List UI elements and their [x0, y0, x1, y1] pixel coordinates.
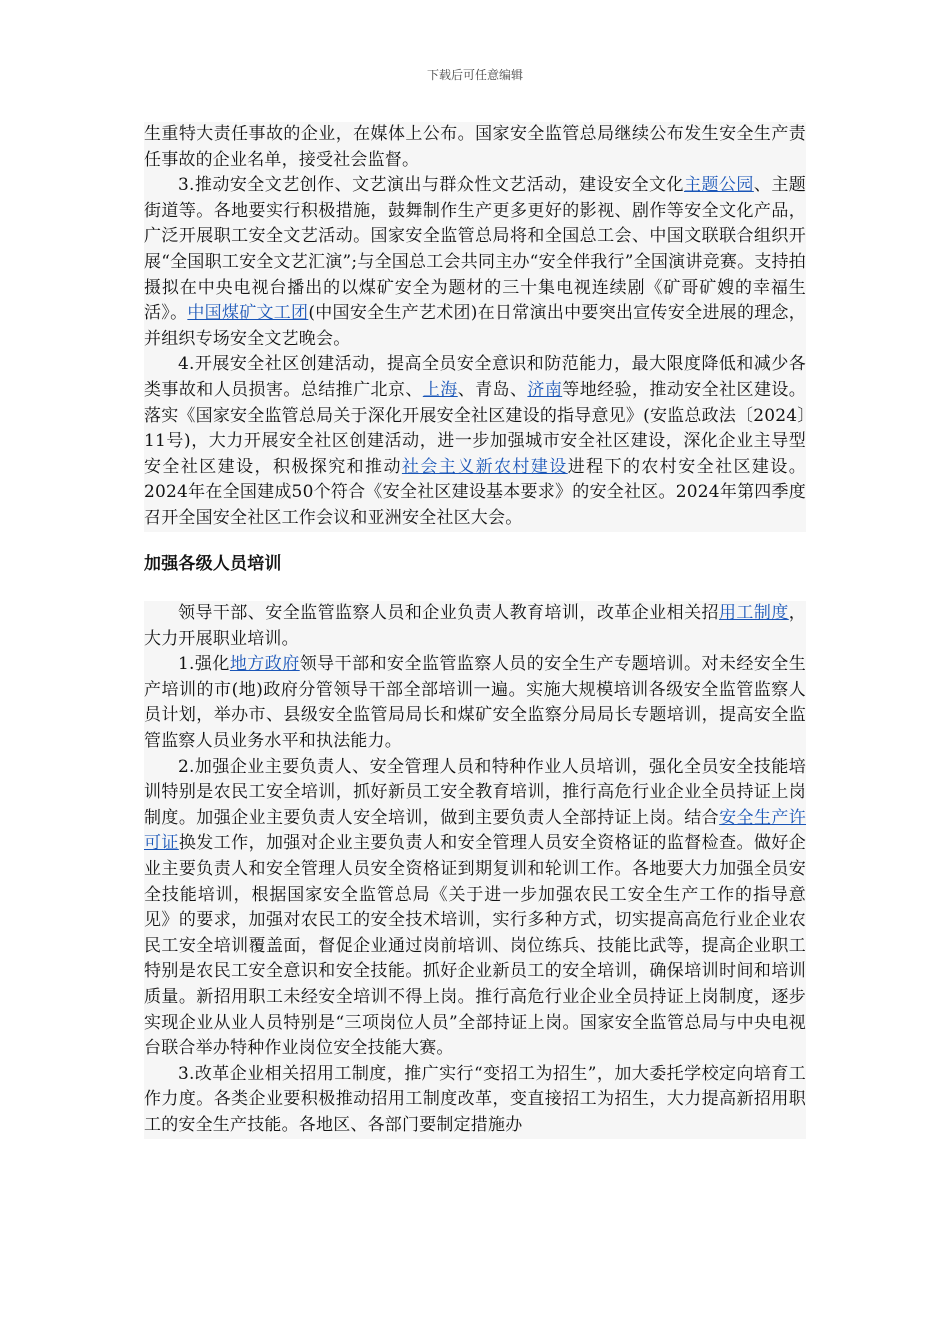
paragraph-training-2	[144, 755, 806, 1062]
paragraph-text: 等地经验，推动安全社区建设。落实《国家安全监管总局关于深化开展安全社区建设的指导意见》(安监总政法〔2024〕11号)，大力开展安全社区创建活动，进一步加强城市安全社区建设，深化企业主导型安全社区建设，积极探究和推动	[144, 379, 807, 477]
paragraph-text: 领导干部、安全监管监察人员和企业负责人教育培训，改革企业相关招	[178, 603, 719, 624]
paragraph-text: 、主题街道等。各地要实行积极措施，鼓舞制作生产更多更好的影视、剧作等安全文化产品，广泛开展职工安全文艺活动。国家安全监管总局将和全国总工会、中国文联联合组织开展“全国职工安全文艺汇演”;与全国总工会共同主办“安全伴我行”全国演讲竞赛。支持拍摄拟在中央电视台播出的以煤矿安全为题材的三十集电视连续剧《矿哥矿嫂的幸福生活》。	[144, 175, 806, 324]
link-safety-license[interactable]: 安全生产许可证	[144, 807, 807, 854]
paragraph-training-1	[144, 652, 806, 754]
link-new-countryside[interactable]: 社会主义新农村建设	[401, 456, 568, 477]
section-heading: 加强各级人员培训	[144, 552, 806, 578]
paragraph-text: 4.开展安全社区创建活动，提高全员安全意识和防范能力，最大限度降低和减少各类事故和人员损害。总结推广北京、	[144, 354, 806, 400]
paragraph-text: 、青岛、	[457, 379, 528, 400]
link-jinan[interactable]: 济南	[527, 379, 563, 400]
document-body	[144, 122, 806, 1139]
paragraph-text: 1.强化	[178, 654, 230, 675]
paragraph-text: ，大力开展职业培训。	[144, 603, 806, 649]
paragraph-continuation	[144, 122, 806, 173]
paragraph-item-3	[144, 173, 806, 352]
paragraph-text: 进程下的农村安全社区建设。2024年在全国建成50个符合《安全社区建设基本要求》的安全社区。2024年第四季度召开全国安全社区工作会议和亚洲安全社区大会。	[144, 456, 806, 528]
paragraph-training-3	[144, 1062, 806, 1139]
paragraph-text: 2.加强企业主要负责人、安全管理人员和特种作业人员培训，强化全员安全技能培训特别是农民工安全培训，抓好新员工安全教育培训，推行高危行业企业全员持证上岗制度。加强企业主要负责人安全培训，做到主要负责人全部持证上岗。结合	[144, 756, 806, 828]
section-safety-culture	[144, 122, 806, 532]
page-header-note: 下载后可任意编辑	[426, 68, 523, 82]
link-theme-park[interactable]: 主题公园	[683, 175, 754, 196]
paragraph-text: 换发工作，加强对企业主要负责人和安全管理人员安全资格证的监督检查。做好企业主要负责人和安全管理人员安全资格证到期复训和轮训工作。各地要大力加强全员安全技能培训，根据国家安全监管总局《关于进一步加强农民工安全生产工作的指导意见》的要求，加强对农民工的安全技术培训，实行多种方式，切实提高高危行业企业农民工安全培训覆盖面，督促企业通过岗前培训、岗位练兵、技能比武等，提高企业职工特别是农民工安全意识和安全技能。抓好企业新员工的安全培训，确保培训时间和培训质量。新招用职工未经安全培训不得上岗。推行高危行业企业全员持证上岗制度，逐步实现企业从业人员特别是“三项岗位人员”全部持证上岗。国家安全监管总局与中央电视台联合举办特种作业岗位安全技能大赛。	[144, 833, 806, 1059]
link-employment-system[interactable]: 用工制度	[718, 603, 789, 624]
section-training	[144, 601, 806, 1138]
paragraph-text: 3.改革企业相关招用工制度，推广实行“变招工为招生”，加大委托学校定向培育工作力度。各类企业要积极推动招用工制度改革，变直接招工为招生，大力提高新招用职工的安全生产技能。各地区、各部门要制定措施办	[144, 1063, 806, 1135]
link-china-coal-art-troupe[interactable]: 中国煤矿文工团	[187, 303, 309, 324]
paragraph-item-4	[144, 352, 806, 531]
paragraph-text: 领导干部和安全监管监察人员的安全生产专题培训。对未经安全生产培训的市(地)政府分管领导干部全部培训一遍。实施大规模培训各级安全监管监察人员计划，举办市、县级安全监管局局长和煤矿安全监察分局局长专题培训，提高安全监管监察人员业务水平和执法能力。	[144, 654, 806, 752]
paragraph-text: 3.推动安全文艺创作、文艺演出与群众性文艺活动，建设安全文化	[178, 175, 684, 196]
paragraph-text: 生重特大责任事故的企业，在媒体上公布。国家安全监管总局继续公布发生安全生产责任事故的企业名单，接受社会监督。	[144, 124, 806, 170]
paragraph-intro	[144, 601, 806, 652]
paragraph-text: (中国安全生产艺术团)在日常演出中要突出宣传安全进展的理念，并组织专场安全文艺晚会。	[144, 303, 807, 349]
link-shanghai[interactable]: 上海	[422, 379, 458, 400]
link-local-government[interactable]: 地方政府	[229, 654, 300, 675]
